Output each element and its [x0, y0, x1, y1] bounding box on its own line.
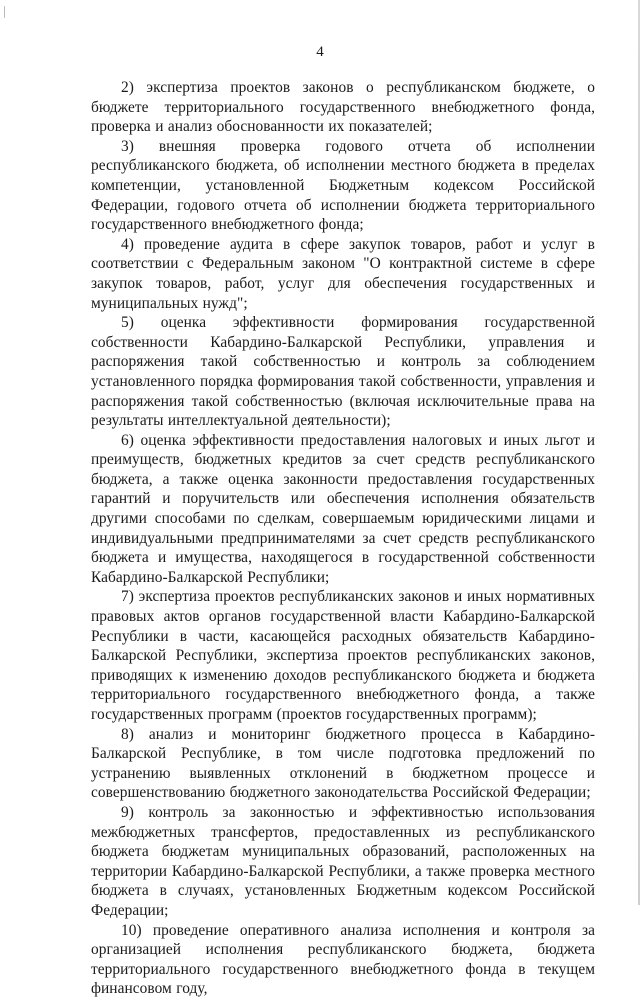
- list-item-7: 7) экспертиза проектов республиканских законов и иных нормативных правовых актов органов государственной власти Кабардино-Балкарской Республики в части, касающейся расходных обязательств Кабардино-Балкарской Республики, экспертиза проектов республиканских законов, приводящих к изменению доходов республиканского бюджета и бюджета территориального государственного внебюджетного фонда, а также государственных программ (проектов государственных программ);: [91, 588, 595, 723]
- list-item-3: 3) внешняя проверка годового отчета об исполнении республиканского бюджета, об исполнении местного бюджета в пределах компетенции, установленной Бюджетным кодексом Российской Федерации, годового отчета об исполнении бюджета территориального государственного внебюджетного фонда;: [91, 137, 595, 234]
- list-item-5: 5) оценка эффективности формирования государственной собственности Кабардино-Балкарской Республики, управления и распоряжения такой собственностью и контроль за соблюдением установленного порядка формирования такой собственности, управления и распоряжения такой собственностью (включая исключительные права на результаты интеллектуальной деятельности);: [91, 314, 595, 430]
- list-item-2: 2) экспертиза проектов законов о республиканском бюджете, о бюджете территориального государственного внебюджетного фонда, проверка и анализ обоснованности их показателей;: [91, 79, 595, 136]
- scan-artifact-mark: [4, 6, 5, 18]
- document-body: [91, 78, 595, 999]
- list-item-4: 4) проведение аудита в сфере закупок товаров, работ и услуг в соответствии с Федеральным законом "О контрактной системе в сфере закупок товаров, работ, услуг для обеспечения государственных и муниципальных нужд";: [91, 235, 595, 312]
- list-item-9: 9) контроль за законностью и эффективностью использования межбюджетных трансфертов, предоставленных из республиканского бюджета бюджетам муниципальных образований, расположенных на территории Кабардино-Балкарской Республики, а также проверка местного бюджета в случаях, установленных Бюджетным кодексом Российской Федерации;: [91, 803, 595, 919]
- list-item-10: 10) проведение оперативного анализа исполнения и контроля за организацией исполнения республиканского бюджета, бюджета территориального государственного внебюджетного фонда в текущем финансовом году,: [91, 921, 595, 998]
- page-number: 4: [316, 44, 324, 60]
- list-item-8: 8) анализ и мониторинг бюджетного процесса в Кабардино-Балкарской Республике, в том числе подготовка предложений по устранению выявленных отклонений в бюджетном процессе и совершенствованию бюджетного законодательства Российской Федерации;: [91, 725, 595, 802]
- list-item-6: 6) оценка эффективности предоставления налоговых и иных льгот и преимуществ, бюджетных кредитов за счет средств республиканского бюджета, а также оценка законности предоставления государственных гарантий и поручительств или обеспечения исполнения обязательств другими способами по сделкам, совершаемым юридическими лицами и индивидуальными предпринимателями за счет средств республиканского бюджета и имущества, находящегося в государственной собственности Кабардино-Балкарской Республики;: [91, 431, 595, 586]
